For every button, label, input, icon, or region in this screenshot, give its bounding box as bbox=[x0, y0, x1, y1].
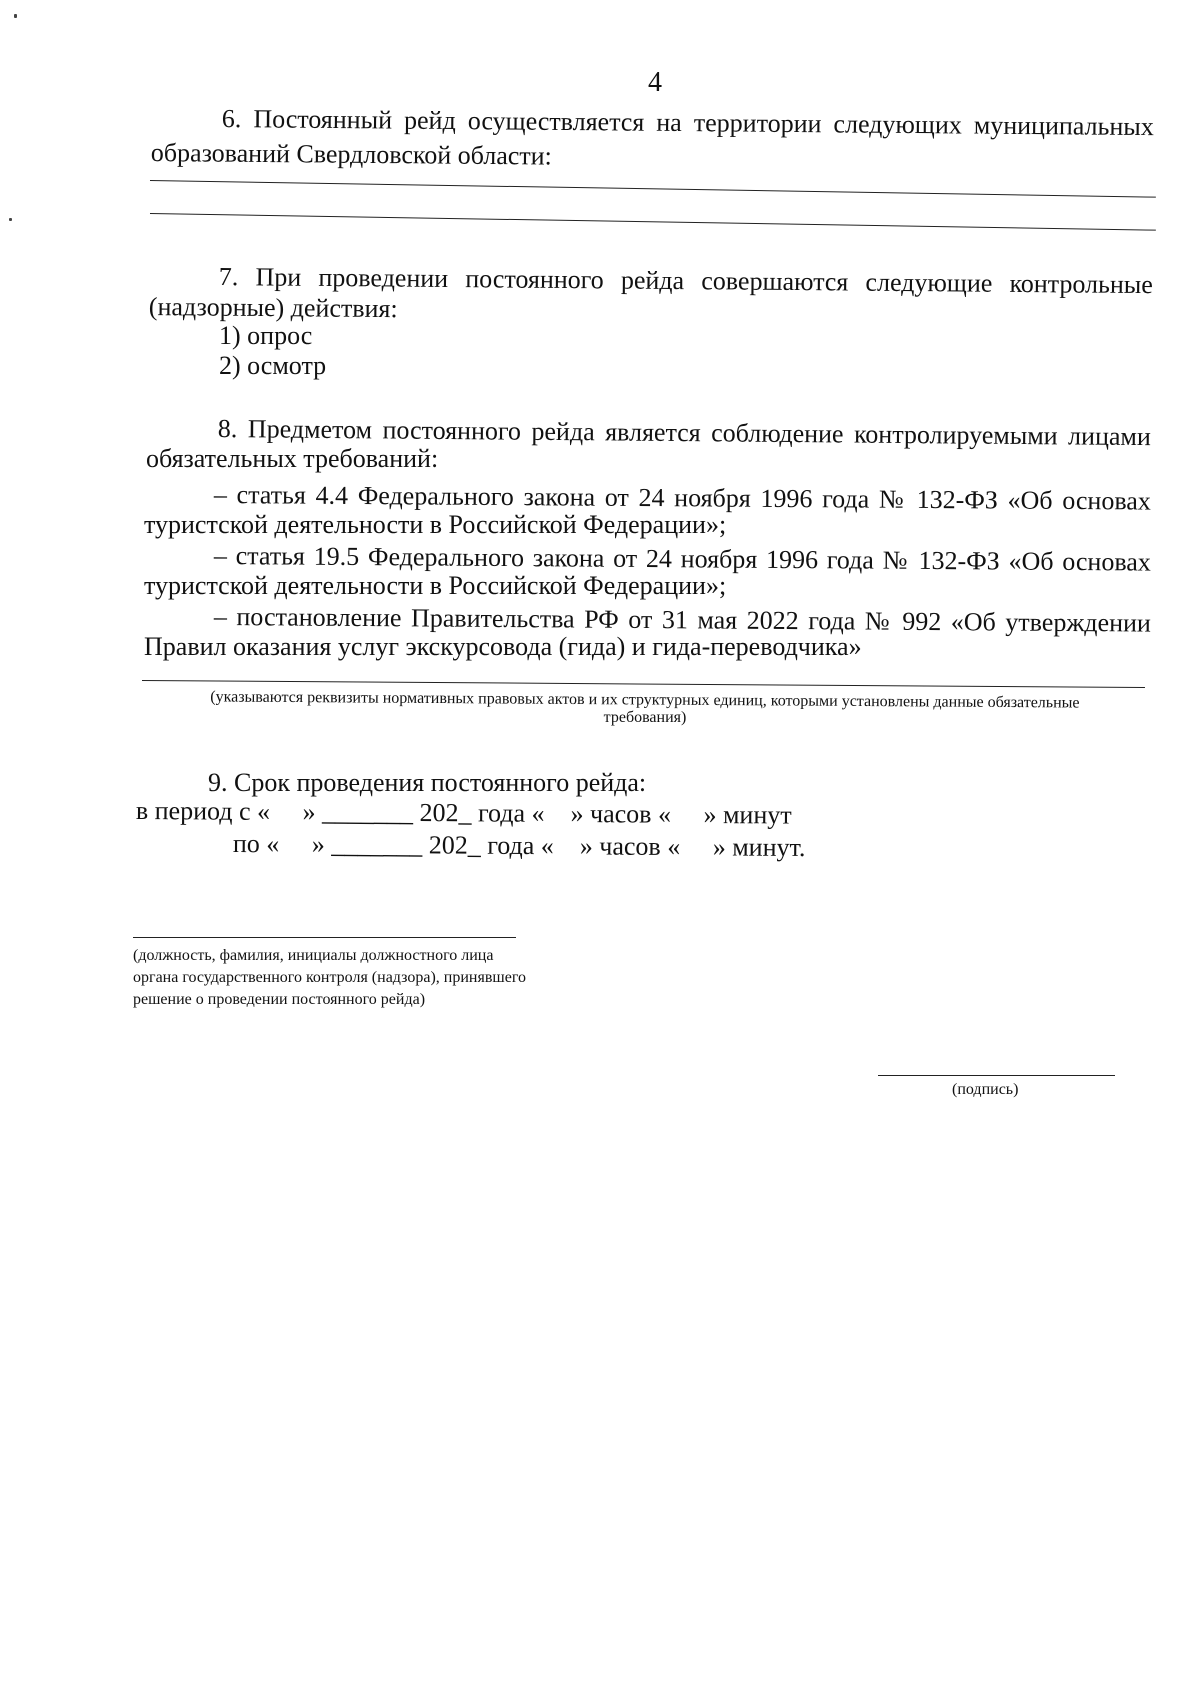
signature-line bbox=[878, 1075, 1115, 1076]
section-8-item-2-line-1: – статья 19.5 Федерального закона от 24 ноября 1996 года № 132-ФЗ «Об основах bbox=[213, 541, 1151, 577]
section-8-item-1-line-2: туристской деятельности в Российской Федерации»; bbox=[144, 510, 727, 539]
section-8-caption-line-1: (указываются реквизиты нормативных правовых актов и их структурных единиц, которыми установлены данные обязательные bbox=[210, 688, 1080, 712]
section-8-line-1: 8. Предметом постоянного рейда является соблюдение контролируемыми лицами bbox=[217, 414, 1151, 452]
fill-line bbox=[150, 180, 1156, 198]
section-6-line-2: образований Свердловской области: bbox=[150, 138, 552, 171]
section-6-line-1: 6. Постоянный рейд осуществляется на территории следующих муниципальных bbox=[221, 104, 1154, 142]
section-7-item-2: 2) осмотр bbox=[219, 351, 327, 380]
section-8-line-2: обязательных требований: bbox=[146, 444, 439, 473]
official-caption-line-3: решение о проведении постоянного рейда) bbox=[133, 991, 426, 1008]
section-9-title: 9. Срок проведения постоянного рейда: bbox=[208, 768, 647, 797]
section-8-caption-line-2: требования) bbox=[603, 709, 687, 726]
section-8-item-3-line-1: – постановление Правительства РФ от 31 мая 2022 года № 992 «Об утверждении bbox=[213, 602, 1151, 638]
section-7-item-1: 1) опрос bbox=[219, 321, 313, 350]
official-line bbox=[133, 937, 516, 938]
scan-speck bbox=[9, 218, 12, 221]
section-7-line-1: 7. При проведении постоянного рейда совершаются следующие контрольные bbox=[218, 262, 1153, 300]
section-8-item-1-line-1: – статья 4.4 Федерального закона от 24 ноября 1996 года № 132-ФЗ «Об основах bbox=[213, 480, 1151, 516]
section-7-line-2: (надзорные) действия: bbox=[148, 292, 398, 324]
scan-speck bbox=[14, 14, 17, 18]
section-8-item-2-line-2: туристской деятельности в Российской Федерации»; bbox=[144, 571, 727, 600]
section-8-item-3-line-2: Правил оказания услуг экскурсовода (гида) и гида-переводчика» bbox=[144, 632, 862, 661]
signature-caption: (подпись) bbox=[952, 1081, 1019, 1098]
fill-line bbox=[150, 213, 1156, 231]
caption-line bbox=[142, 680, 1145, 688]
section-9-from-line: в период с « » _______ 202_ года « » часов « » минут bbox=[135, 796, 792, 830]
section-9-to-line: по « » _______ 202_ года « » часов « » минут. bbox=[232, 829, 806, 862]
official-caption-line-2: органа государственного контроля (надзора), принявшего bbox=[133, 969, 526, 986]
page-number: 4 bbox=[648, 67, 662, 98]
official-caption-line-1: (должность, фамилия, инициалы должностного лица bbox=[133, 947, 494, 964]
